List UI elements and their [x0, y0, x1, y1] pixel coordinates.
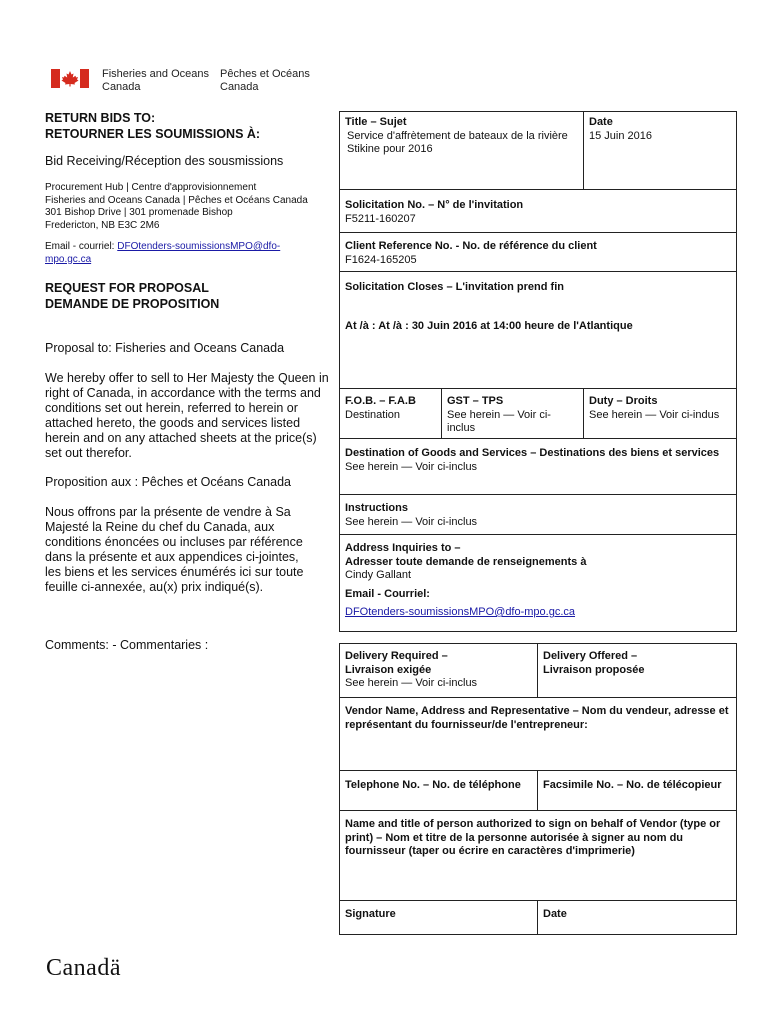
bid-receiving: Bid Receiving/Réception des sousmissions — [45, 154, 284, 168]
solicitation-closes-cell: Solicitation Closes – L'invitation prend fin At /à : At /à : 30 Juin 2016 at 14:00 heure de l'Atlantique — [345, 281, 633, 332]
duty-cell: Duty – Droits See herein — Voir ci-indus — [589, 395, 720, 421]
mailing-address: Procurement Hub | Centre d'approvisionnement Fisheries and Oceans Canada | Pêches et Océans Canada 301 Bishop Drive | 301 promenade Bishop Fredericton, NB E3C 2M6 — [45, 182, 308, 231]
instructions-cell: Instructions See herein — Voir ci-inclus — [345, 502, 478, 528]
return-email-link-cont[interactable]: mpo.gc.ca — [45, 253, 92, 265]
proposition-aux: Proposition aux : Pêches et Océans Canada — [45, 475, 291, 489]
canada-flag-icon — [51, 69, 89, 88]
proposal-to: Proposal to: Fisheries and Oceans Canada — [45, 341, 285, 355]
offer-text-fr: Nous offrons par la présente de vendre à Sa Majesté la Reine du chef du Canada, aux conditions énoncées ou incluses par référence dans la présente et aux appendices ci-jointes, les biens et les services énumérés ici sur toute feuille ci-annexée, au(x) prix indiqué(s). — [45, 505, 304, 594]
offer-text-en: We hereby offer to sell to Her Majesty the Queen in right of Canada, in accordance with the terms and conditions set out herein, referred to herein or attached hereto, the goods and services listed herein and on any attached sheets at the price(s) set out therefor. — [45, 371, 329, 460]
authorized-person-field[interactable]: Name and title of person authorized to sign on behalf of Vendor (type or print) – Nom et titre de la personne autorisée à signer au nom du fournisseur (taper ou écrire en caractères d'imprimerie) — [345, 818, 721, 857]
delivery-offered-cell: Delivery Offered – Livraison proposée — [543, 650, 645, 676]
dept-name-en: Fisheries and Oceans Canada — [102, 68, 209, 93]
solicitation-number-cell: Solicitation No. – N° de l'invitation F5211-160207 — [345, 199, 524, 225]
comments-label: Comments: - Commentaries : — [45, 638, 209, 652]
return-email: Email - courriel: DFOtenders-soumissionsMPO@dfo- mpo.gc.ca — [45, 241, 281, 265]
inquiries-cell: Address Inquiries to – Adresser toute demande de renseignements à Cindy Gallant Email - Courriel: DFOtenders-soumissionsMPO@dfo-mpo.gc.ca — [345, 542, 587, 618]
signature-date-field[interactable]: Date — [543, 908, 567, 920]
title-cell: Title – Sujet Service d'affrètement de bateaux de la rivière Stikine pour 2016 — [345, 116, 568, 155]
rfp-heading: REQUEST FOR PROPOSAL DEMANDE DE PROPOSITION — [45, 281, 220, 311]
date-cell: Date 15 Juin 2016 — [589, 116, 652, 142]
destination-cell: Destination of Goods and Services – Destinations des biens et services See herein — Voir ci-inclus — [345, 447, 720, 473]
client-reference-cell: Client Reference No. - No. de référence du client F1624-165205 — [345, 240, 597, 266]
return-email-link[interactable]: DFOtenders-soumissionsMPO@dfo- — [117, 241, 281, 252]
telephone-field[interactable]: Telephone No. – No. de téléphone — [345, 779, 521, 791]
inquiries-email-link[interactable]: DFOtenders-soumissionsMPO@dfo-mpo.gc.ca — [345, 606, 576, 618]
vendor-name-field[interactable]: Vendor Name, Address and Representative – Nom du vendeur, adresse et représentant du fournisseur/de l'entrepreneur: — [345, 705, 729, 731]
delivery-required-cell: Delivery Required – Livraison exigée See herein — Voir ci-inclus — [345, 650, 478, 689]
gst-cell: GST – TPS See herein — Voir ci-inclus — [447, 395, 551, 434]
facsimile-field[interactable]: Facsimile No. – No. de télécopieur — [543, 779, 722, 791]
signature-field[interactable]: Signature — [345, 908, 396, 920]
return-bids-heading: RETURN BIDS TO: RETOURNER LES SOUMISSIONS À: — [45, 111, 261, 141]
fob-cell: F.O.B. – F.A.B Destination — [345, 395, 416, 421]
dept-name-fr: Pêches et Océans Canada — [220, 68, 310, 93]
canada-wordmark: Canadä — [46, 955, 121, 981]
